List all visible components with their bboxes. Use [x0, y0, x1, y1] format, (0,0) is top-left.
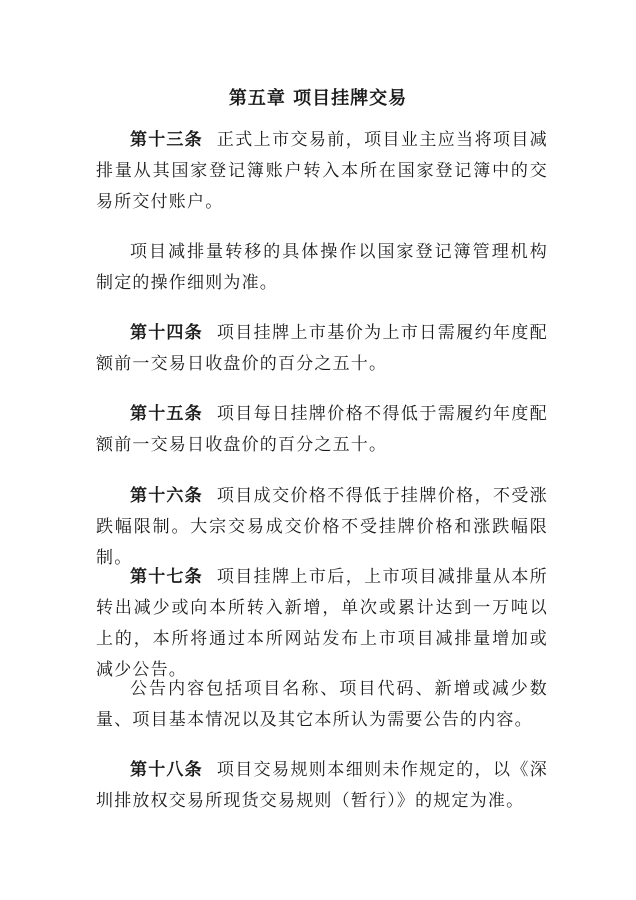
chapter-title: 第五章 项目挂牌交易 — [228, 88, 408, 109]
article-number: 第十七条 — [130, 567, 203, 587]
article-text: 项目挂牌上市后，上市项目减排量从本所转出减少或向本所转入新增，单次或累计达到一万吨以上的，本所将通过本所网站发布上市项目减排量增加或减少公告。 — [96, 567, 548, 680]
article-text: 项目成交价格不得低于挂牌价格，不受涨跌幅限制。大宗交易成交价格不受挂牌价格和涨跌幅限制。 — [96, 486, 548, 568]
paragraph-text: 公告内容包括项目名称、项目代码、新增或减少数量、项目基本情况以及其它本所认为需要公告的内容。 — [96, 679, 548, 730]
article-17 — [96, 562, 548, 686]
article-number: 第十八条 — [130, 760, 203, 780]
paragraph-text: 项目减排量转移的具体操作以国家登记簿管理机构制定的操作细则为准。 — [96, 242, 548, 293]
article-text: 正式上市交易前，项目业主应当将项目减排量从其国家登记簿账户转入本所在国家登记簿中的交易所交付账户。 — [96, 130, 548, 212]
paragraph — [96, 674, 548, 736]
article-15 — [96, 399, 548, 461]
article-number: 第十四条 — [130, 323, 203, 343]
paragraph — [96, 237, 548, 299]
article-number: 第十三条 — [130, 130, 203, 150]
article-number: 第十六条 — [130, 486, 203, 506]
article-text: 项目挂牌上市基价为上市日需履约年度配额前一交易日收盘价的百分之五十。 — [96, 323, 548, 374]
article-14 — [96, 318, 548, 380]
article-text: 项目交易规则本细则未作规定的，以《深圳排放权交易所现货交易规则（暂行）》的规定为准。 — [96, 760, 548, 811]
article-text: 项目每日挂牌价格不得低于需履约年度配额前一交易日收盘价的百分之五十。 — [96, 404, 548, 455]
article-number: 第十五条 — [130, 404, 203, 424]
article-18 — [96, 755, 548, 817]
article-13 — [96, 125, 548, 218]
article-16 — [96, 481, 548, 574]
